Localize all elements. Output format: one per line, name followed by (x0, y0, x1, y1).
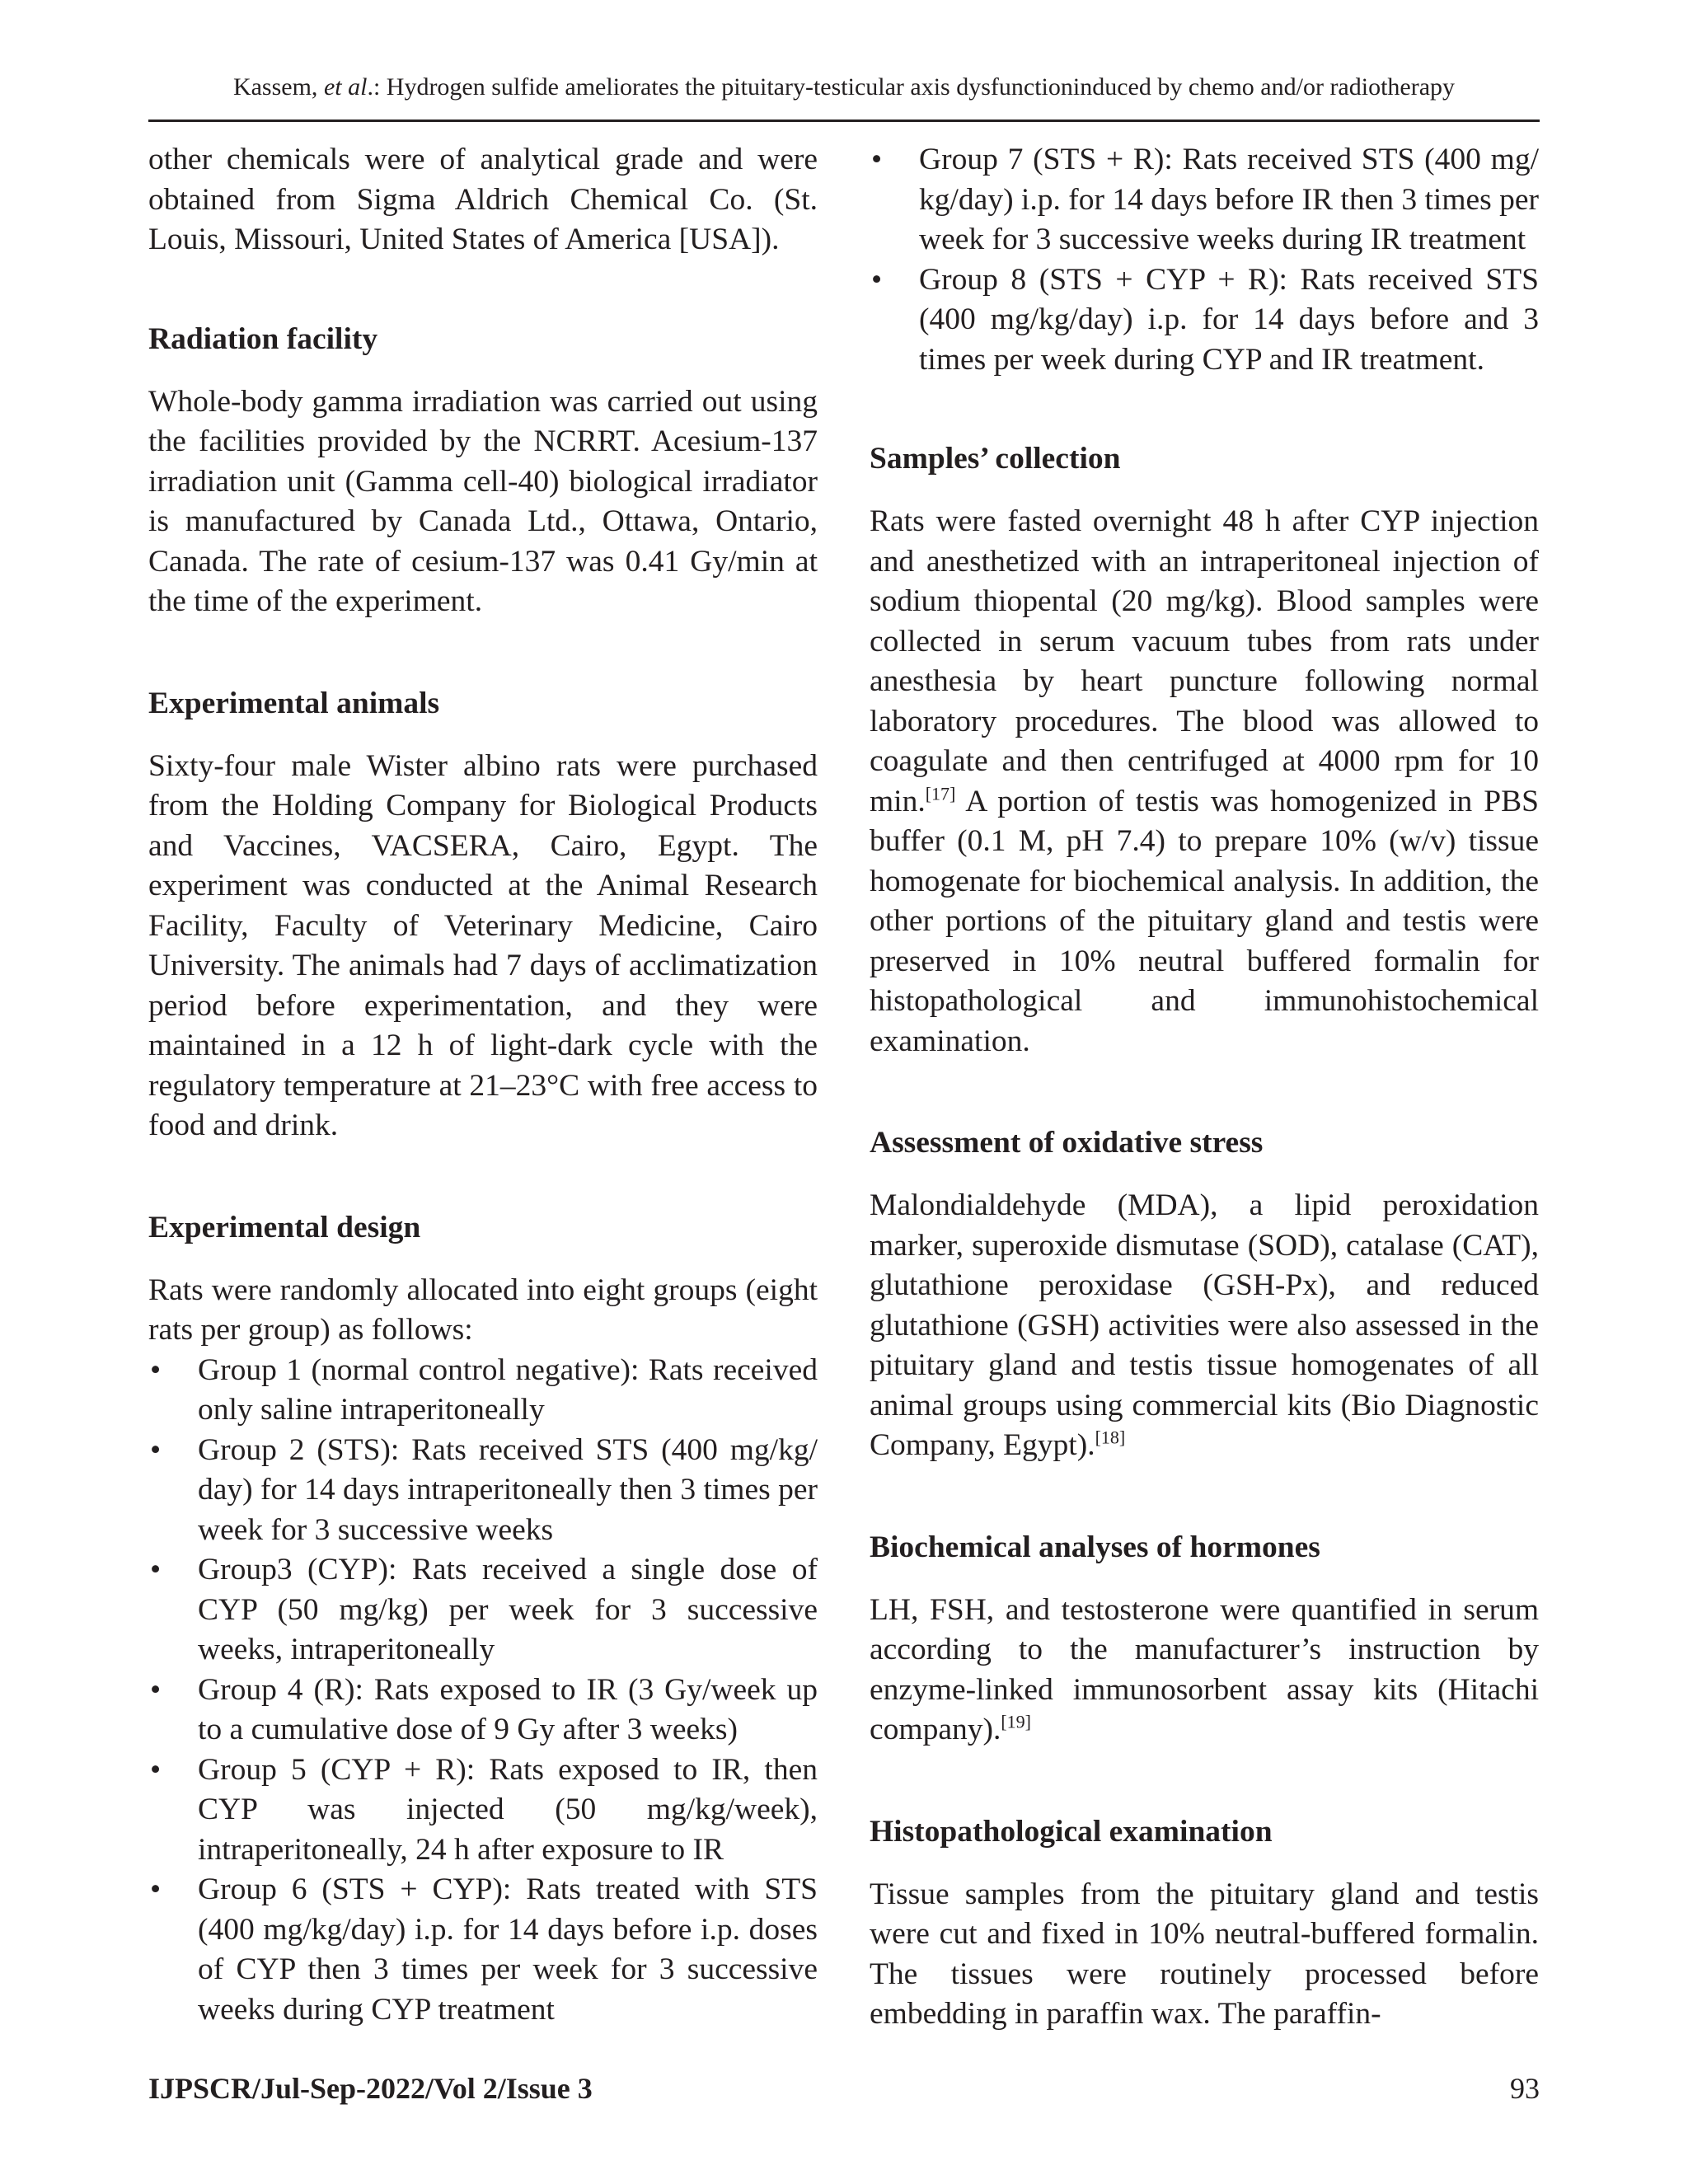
bullet-icon: • (150, 1352, 162, 1387)
citation-19: [19] (1001, 1711, 1031, 1732)
group-1-text: Group 1 (normal control negative): Rats received only saline intraperitoneally (198, 1352, 818, 1427)
oxidative-stress-text-part: Malondialdehyde (MDA), a lipid peroxidation marker, superoxide dismutase (SOD), catalase (CAT), glutathione peroxidase (GSH-Px), and reduced glutathione (GSH) activities were also assessed in the pituitary gland and testis tissue homogenates of all animal groups using commercial kits (Bio Diagnostic Company, Egypt). (870, 1188, 1539, 1462)
list-item (148, 1550, 818, 1671)
samples-collection-text (870, 502, 1539, 1062)
hormones-text (870, 1591, 1539, 1750)
bullet-icon: • (871, 143, 883, 176)
running-header (148, 71, 1540, 104)
header-title: .: Hydrogen sulfide ameliorates the pituitary-testicular axis dysfunctioninduced by chemo and/or radiotherapy (367, 73, 1456, 101)
histopathology-text: Tissue samples from the pituitary gland and testis were cut and fixed in 10% neutral-buffered formalin. The tissues were routinely processed before embedding in paraffin wax. The paraffin- (870, 1877, 1539, 2031)
group-3-text: Group3 (CYP): Rats received a single dose of CYP (50 mg/kg) per week for 3 successive weeks, intraperitoneally (198, 1553, 818, 1666)
experimental-design-intro: Rats were randomly allocated into eight groups (eight rats per group) as follows: (148, 1272, 818, 1347)
group-5-text: Group 5 (CYP + R): Rats exposed to IR, then CYP was injected (50 mg/kg/week), intraperitoneally, 24 h after exposure to IR (198, 1752, 818, 1867)
experimental-animals-text: Sixty-four male Wister albino rats were purchased from the Holding Company for Biological Products and Vaccines, VACSERA, Cairo, Egypt. The experiment was conducted at the Animal Research Facility, Faculty of Veterinary Medicine, Cairo University. The animals had 7 days of acclimatization period before experimentation, and they were maintained in a 12 h of light-dark cycle with the regulatory temperature at 21–23°C with free access to food and drink. (148, 748, 818, 1142)
intro-paragraph: other chemicals were of analytical grade and were obtained from Sigma Aldrich Chemical Co. (St. Louis, Missouri, United States of America [USA]). (148, 143, 818, 256)
left-column (148, 140, 818, 2030)
group-list-left (148, 1351, 818, 2031)
list-item (870, 260, 1539, 381)
bullet-icon: • (871, 262, 883, 297)
page-number: 93 (1510, 2072, 1540, 2105)
section-heading-hormones: Biochemical analyses of hormones (870, 1530, 1320, 1564)
group-8-text: Group 8 (STS + CYP + R): Rats received STS (400 mg/kg/day) i.p. for 14 days before and 3 times per week during CYP and IR treatment. (919, 262, 1539, 377)
hormones-text-part: LH, FSH, and testosterone were quantified in serum according to the manufacturer’s instruction by enzyme-linked immunosorbent assay kits (Hitachi company). (870, 1592, 1539, 1746)
section-heading-experimental-animals: Experimental animals (148, 686, 440, 720)
section-heading-histopathology: Histopathological examination (870, 1814, 1273, 1849)
right-column (870, 140, 1539, 2035)
citation-18: [18] (1095, 1427, 1126, 1448)
group-4-text: Group 4 (R): Rats exposed to IR (3 Gy/week up to a cumulative dose of 9 Gy after 3 weeks) (198, 1672, 818, 1746)
header-etal: et al (323, 73, 368, 101)
footer-journal: IJPSCR/Jul-Sep-2022/Vol 2/Issue 3 (148, 2072, 593, 2105)
citation-17: [17] (925, 783, 956, 804)
list-item (148, 1870, 818, 2030)
bullet-icon: • (150, 1752, 162, 1787)
list-item (148, 1431, 818, 1551)
section-heading-oxidative-stress: Assessment of oxidative stress (870, 1126, 1264, 1160)
samples-text-part-1: Rats were fasted overnight 48 h after CYP injection and anesthetized with an intraperitoneal injection of sodium thiopental (20 mg/kg). Blood samples were collected in serum vacuum tubes from rats under anesthesia by heart puncture following normal laboratory procedures. The blood was allowed to coagulate and then centrifuged at 4000 rpm for 10 min. (870, 504, 1539, 818)
samples-text-part-2: A portion of testis was homogenized in PBS buffer (0.1 M, pH 7.4) to prepare 10% (w/v) tissue homogenate for biochemical analysis. In addition, the other portions of the pituitary gland and testis were preserved in 10% neutral buffered formalin for histopathological and immunohistochemical examination. (870, 784, 1539, 1058)
group-6-text: Group 6 (STS + CYP): Rats treated with STS (400 mg/kg/day) i.p. for 14 days before i.p. doses of CYP then 3 times per week for 3 successive weeks during CYP treatment (198, 1872, 818, 2027)
list-item (148, 1671, 818, 1750)
group-2-text: Group 2 (STS): Rats received STS (400 mg/kg/ day) for 14 days intraperitoneally then 3 times per week for 3 successive weeks (198, 1432, 818, 1547)
section-heading-samples-collection: Samples’ collection (870, 442, 1121, 476)
list-item (870, 140, 1539, 260)
list-item (148, 1750, 818, 1871)
section-heading-radiation-facility: Radiation facility (148, 321, 378, 356)
header-rule (148, 120, 1540, 122)
section-heading-experimental-design: Experimental design (148, 1210, 421, 1244)
header-author: Kassem, (232, 73, 324, 101)
bullet-icon: • (150, 1553, 162, 1586)
bullet-icon: • (150, 1432, 162, 1467)
list-item (148, 1351, 818, 1431)
bullet-icon: • (150, 1872, 162, 1906)
radiation-facility-text: Whole-body gamma irradiation was carried out using the facilities provided by the NCRRT. Acesium-137 irradiation unit (Gamma cell-40) biological irradiator is manufactured by Canada Ltd., Ottawa, Ontario, Canada. The rate of cesium-137 was 0.41 Gy/min at the time of the experiment. (148, 384, 818, 618)
bullet-icon: • (150, 1672, 162, 1707)
group-7-text: Group 7 (STS + R): Rats received STS (400 mg/ kg/day) i.p. for 14 days before IR then 3 times per week for 3 successive weeks during IR treatment (919, 143, 1539, 256)
group-list-right (870, 140, 1539, 380)
oxidative-stress-text (870, 1186, 1539, 1466)
